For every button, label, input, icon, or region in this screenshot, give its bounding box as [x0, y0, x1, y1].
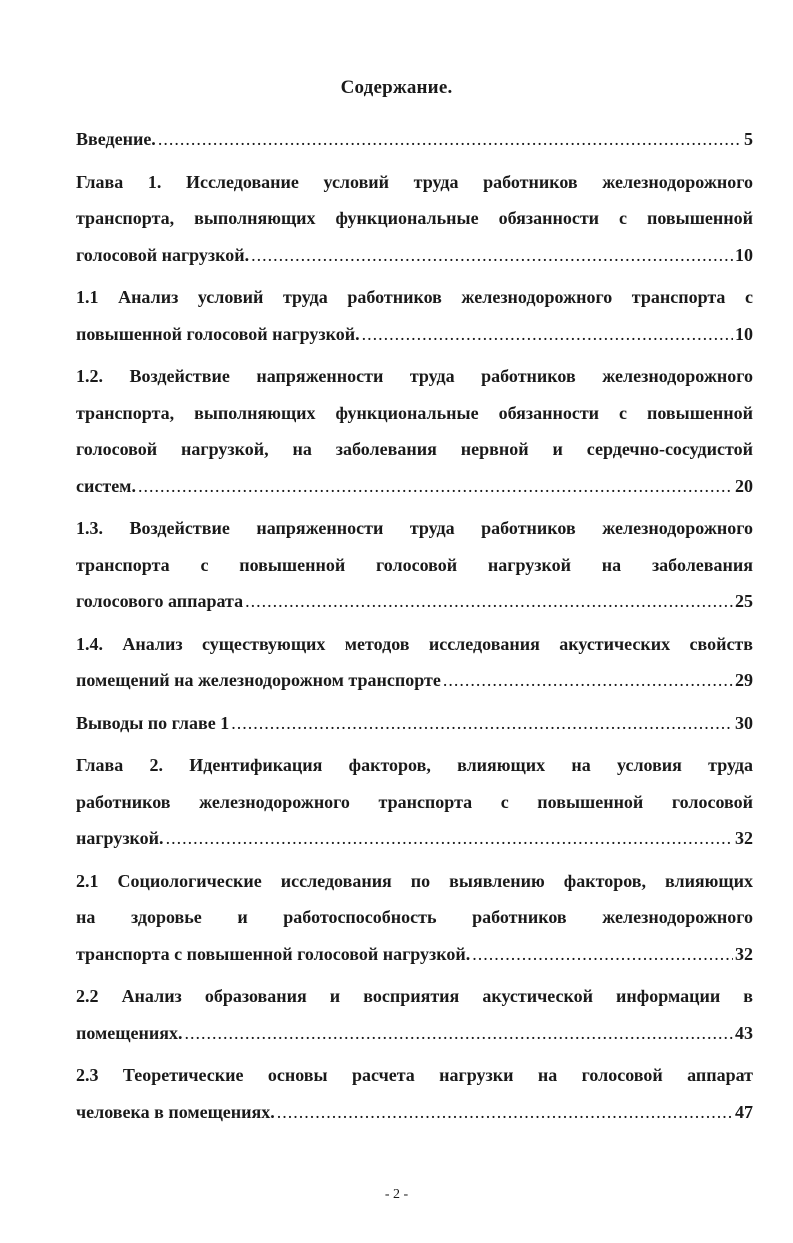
toc-entry-section-1-1[interactable]: [76, 279, 753, 352]
toc-entry-title: систем.: [76, 475, 136, 496]
toc-entry-line: транспорта, выполняющих функциональные обязанности с повышенной: [76, 208, 753, 228]
page-number: 43: [735, 1022, 753, 1043]
dot-leader: [441, 662, 733, 699]
toc-entry-line: работников железнодорожного транспорта с повышенной голосовой: [76, 791, 753, 812]
toc-entry-section-2-1[interactable]: [76, 863, 753, 973]
dot-leader: [182, 1015, 733, 1052]
toc-entry-last-line: [76, 705, 753, 742]
toc-entry-line: 1.1 Анализ условий труда работников железнодорожного транспорта с: [76, 287, 753, 307]
toc-entry-last-line: [76, 662, 753, 699]
toc-entry-title: голосовой нагрузкой.: [76, 244, 250, 265]
page-number: 10: [735, 323, 753, 344]
page-number: 32: [735, 828, 753, 848]
toc-entry-line: транспорта, выполняющих функциональные обязанности с повышенной: [76, 402, 753, 423]
dot-leader: [275, 1094, 733, 1131]
toc-entry-line: 2.2 Анализ образования и восприятия акустической информации в: [76, 986, 753, 1006]
toc-entry-title: транспорта с повышенной голосовой нагрузкой.: [76, 943, 471, 964]
toc-entry-title: нагрузкой.: [76, 828, 164, 848]
page-number: 20: [735, 475, 753, 496]
toc-entry-line: Глава 1. Исследование условий труда работников железнодорожного: [76, 171, 753, 192]
toc-entry-last-line: [76, 820, 753, 857]
dot-leader: [243, 583, 733, 620]
toc-entry-line: 1.3. Воздействие напряженности труда работников железнодорожного: [76, 518, 753, 538]
toc-entry-last-line: [76, 468, 753, 505]
dot-leader: [136, 468, 733, 505]
toc-entry-last-line: [76, 121, 753, 158]
toc-entry-chapter-1[interactable]: [76, 164, 753, 274]
toc-entry-line: на здоровье и работоспособность работников железнодорожного: [76, 907, 753, 927]
dot-leader: [156, 121, 742, 158]
toc-entry-title: человека в помещениях.: [76, 1101, 275, 1122]
table-of-contents: [76, 121, 753, 1136]
dot-leader: [249, 237, 733, 274]
toc-entry-title: повышенной голосовой нагрузкой.: [76, 323, 360, 344]
toc-entry-section-1-2[interactable]: [76, 358, 753, 504]
page-number: 30: [735, 712, 753, 733]
toc-entry-line: транспорта с повышенной голосовой нагрузкой на заболевания: [76, 554, 753, 575]
toc-entry-line: 1.2. Воздействие напряженности труда работников железнодорожного: [76, 366, 753, 386]
toc-entry-line: 1.4. Анализ существующих методов исследования акустических свойств: [76, 633, 753, 654]
toc-entry-line: 2.1 Социологические исследования по выявлению факторов, влияющих: [76, 870, 753, 891]
toc-entry-chapter-2[interactable]: [76, 747, 753, 857]
page-number-footer: - 2 -: [384, 1187, 409, 1202]
dot-leader: [164, 820, 733, 857]
toc-entry-section-2-3[interactable]: [76, 1057, 753, 1130]
toc-entry-line: Глава 2. Идентификация факторов, влияющих на условия труда: [76, 755, 753, 775]
toc-entry-title: помещений на железнодорожном транспорте: [76, 670, 441, 690]
toc-entry-last-line: [76, 1015, 753, 1052]
toc-entry-line: 2.3 Теоретические основы расчета нагрузки на голосовой аппарат: [76, 1065, 753, 1085]
page-number: 47: [735, 1101, 753, 1122]
toc-entry-line: голосовой нагрузкой, на заболевания нервной и сердечно-сосудистой: [76, 439, 753, 459]
toc-entry-last-line: [76, 936, 753, 973]
page-number: 25: [735, 591, 753, 611]
toc-entry-title: помещениях.: [76, 1022, 183, 1043]
dot-leader: [360, 316, 733, 353]
toc-entry-section-2-2[interactable]: [76, 978, 753, 1051]
toc-entry-section-1-4[interactable]: [76, 626, 753, 699]
toc-entry-chapter-1-conclusions[interactable]: [76, 705, 753, 742]
toc-entry-title: Введение.: [76, 129, 156, 149]
page-number: 5: [744, 129, 753, 149]
toc-entry-last-line: [76, 1094, 753, 1131]
toc-entry-introduction[interactable]: [76, 121, 753, 158]
toc-entry-title: Выводы по главе 1: [76, 712, 230, 733]
dot-leader: [229, 705, 733, 742]
page-title: Содержание.: [340, 77, 453, 98]
page-number: 32: [735, 943, 753, 964]
toc-entry-last-line: [76, 237, 753, 274]
toc-entry-title: голосового аппарата: [76, 591, 244, 611]
toc-entry-section-1-3[interactable]: [76, 510, 753, 620]
toc-entry-last-line: [76, 583, 753, 620]
dot-leader: [470, 936, 733, 973]
page-number: 10: [735, 244, 753, 265]
toc-entry-last-line: [76, 316, 753, 353]
page-number: 29: [735, 670, 753, 690]
